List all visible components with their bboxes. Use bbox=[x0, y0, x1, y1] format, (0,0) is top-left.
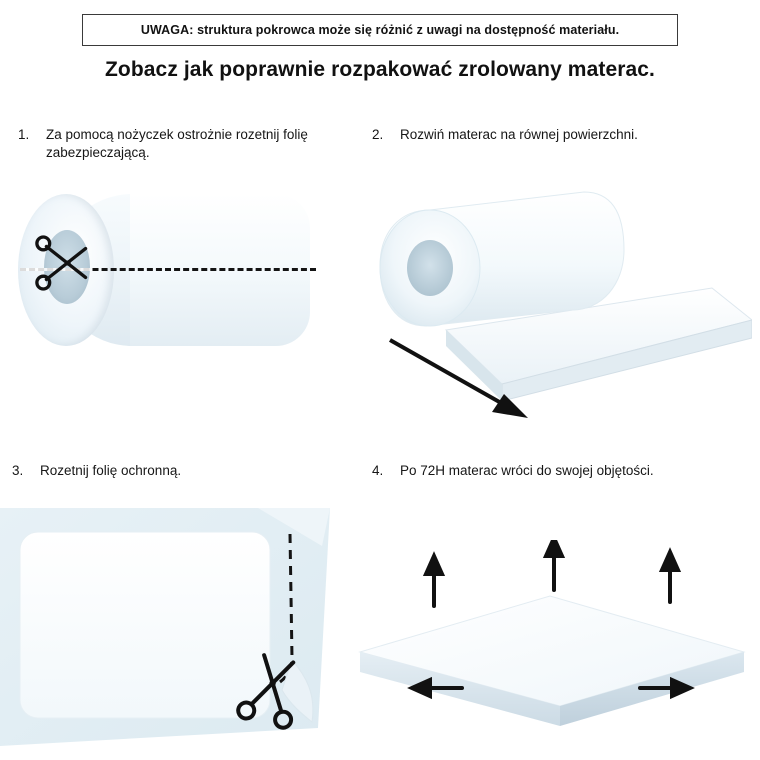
step-3-number: 3. bbox=[12, 463, 24, 478]
step-1-number: 1. bbox=[18, 127, 30, 142]
step-1-illustration bbox=[10, 186, 340, 376]
step-3-header bbox=[12, 462, 342, 480]
step-4-header bbox=[372, 462, 712, 480]
notice-text: UWAGA: struktura pokrowca może się różnić z uwagi na dostępność materiału. bbox=[140, 23, 620, 37]
step-2-number: 2. bbox=[372, 127, 384, 142]
step-4-illustration bbox=[352, 540, 752, 740]
step-2-text: Rozwiń materac na równej powierzchni. bbox=[400, 127, 638, 142]
mattress-slab bbox=[360, 596, 744, 726]
scissors-icon bbox=[34, 230, 100, 296]
step-3-text: Rozetnij folię ochronną. bbox=[40, 463, 182, 478]
step-3-illustration bbox=[0, 508, 346, 760]
step-2-illustration bbox=[352, 170, 752, 440]
roll-section bbox=[380, 192, 624, 326]
step-4-number: 4. bbox=[372, 463, 384, 478]
page-title: Zobacz jak poprawnie rozpakować zrolowany materac. bbox=[105, 58, 655, 81]
step-1-text: Za pomocą nożyczek ostrożnie rozetnij folię zabezpieczającą. bbox=[46, 127, 308, 161]
step-3 bbox=[12, 462, 342, 480]
step-1-header bbox=[18, 126, 338, 162]
step-1 bbox=[18, 126, 338, 162]
step-2-header bbox=[372, 126, 702, 144]
step-2 bbox=[372, 126, 702, 144]
step-4-text: Po 72H materac wróci do swojej objętości. bbox=[400, 463, 654, 478]
step-4 bbox=[372, 462, 712, 480]
notice-banner bbox=[82, 14, 678, 46]
mattress-under-foil bbox=[20, 532, 270, 718]
